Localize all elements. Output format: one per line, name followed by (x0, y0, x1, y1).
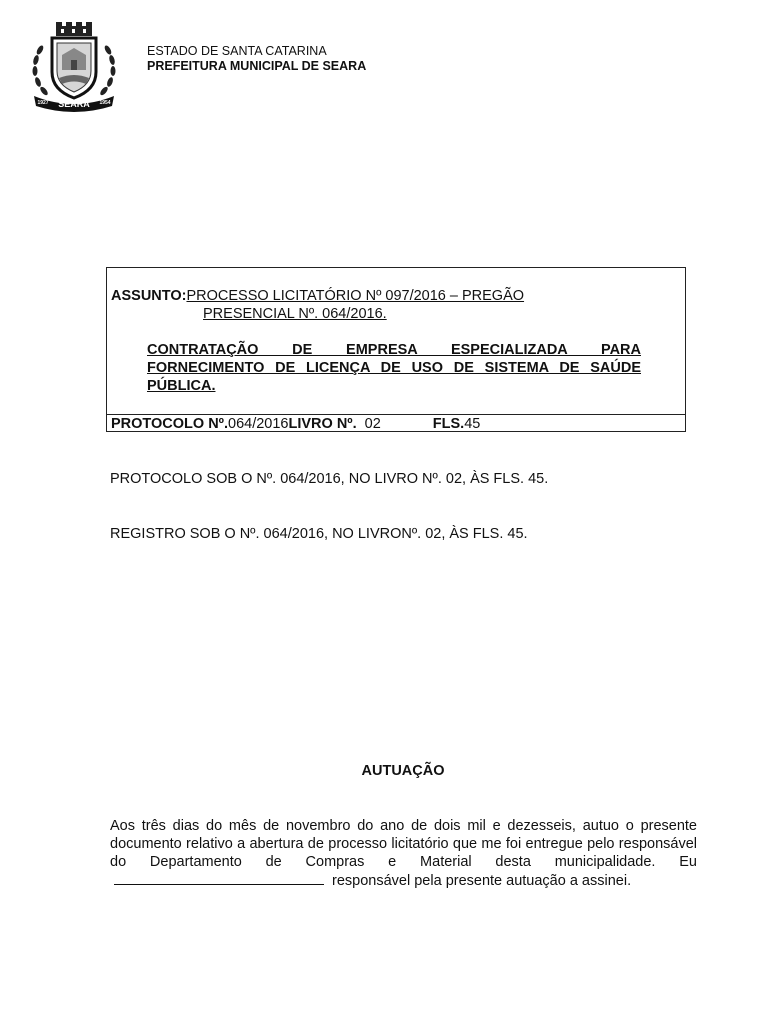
assunto-text-line1: PROCESSO LICITATÓRIO Nº 097/2016 – PREGÃO (186, 288, 525, 304)
protocolo-label: PROTOCOLO Nº. (111, 416, 229, 432)
header-prefeitura: PREFEITURA MUNICIPAL DE SEARA (147, 59, 367, 73)
assunto-label: ASSUNTO: (111, 288, 187, 304)
autuacao-text-after: responsável pela presente autuação a assinei. (332, 873, 632, 889)
autuacao-title: AUTUAÇÃO (361, 763, 445, 779)
assunto-line (111, 287, 524, 305)
fls-label: FLS. (432, 416, 465, 432)
registro-statement: REGISTRO SOB O Nº. 064/2016, NO LIVRONº. 02, ÀS FLS. 45. (110, 526, 528, 542)
svg-text:1954: 1954 (99, 100, 111, 106)
objeto-text: CONTRATAÇÃO DE EMPRESA ESPECIALIZADA PARA FORNECIMENTO DE LICENÇA DE USO DE SISTEMA DE SAÚDE PÚBLICA. (147, 342, 641, 394)
livro-value: 02 (364, 416, 381, 432)
autuacao-text-before: Aos três dias do mês de novembro do ano de dois mil e dezesseis, autuo o presente documento relativo a abertura de processo licitatório que me foi entregue pelo responsável do Departamento de Compras e Material desta municipalidade. Eu (110, 818, 697, 870)
autuacao-body (110, 817, 697, 890)
crest-banner-text: SEARA (58, 99, 90, 109)
protocolo-statement: PROTOCOLO SOB O Nº. 064/2016, NO LIVRO Nº. 02, ÀS FLS. 45. (110, 471, 549, 487)
protocolo-value: 064/2016 (228, 416, 289, 432)
municipal-crest-logo (26, 20, 122, 112)
signature-line (114, 871, 324, 885)
fls-value: 45 (464, 416, 481, 432)
subject-box (106, 267, 686, 432)
livro-label: LIVRO Nº. (288, 416, 357, 432)
assunto-text-line2: PRESENCIAL Nº. 064/2016. (203, 306, 387, 322)
header-state: ESTADO DE SANTA CATARINA (147, 44, 327, 58)
svg-text:1927: 1927 (37, 100, 49, 106)
protocolo-row (111, 415, 480, 433)
